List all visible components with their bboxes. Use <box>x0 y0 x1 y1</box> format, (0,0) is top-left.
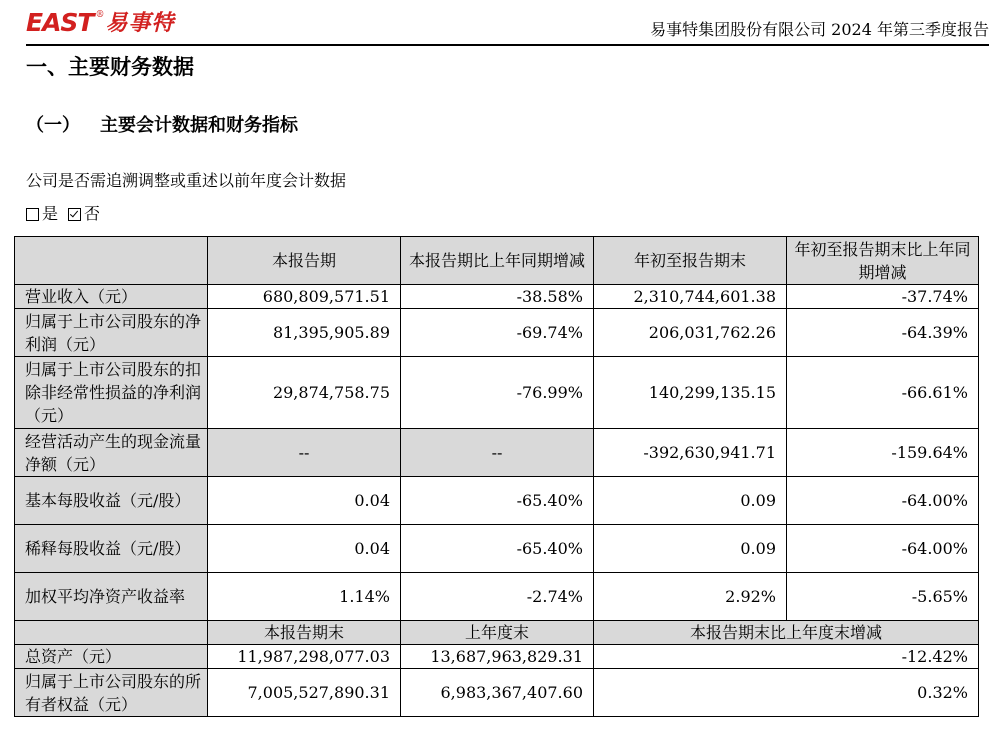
column-header: 本报告期末比上年度末增减 <box>594 621 979 645</box>
table-cell: 206,031,762.26 <box>594 309 787 357</box>
table-cell: -64.00% <box>787 477 979 525</box>
table-row <box>15 573 979 621</box>
table-cell: -64.39% <box>787 309 979 357</box>
table-cell: 2.92% <box>594 573 787 621</box>
row-label: 总资产（元） <box>15 645 208 669</box>
table-row <box>15 477 979 525</box>
table-cell: -- <box>208 429 401 477</box>
table-cell: 0.04 <box>208 477 401 525</box>
table-cell: -69.74% <box>401 309 594 357</box>
header-blank-cell <box>15 237 208 285</box>
table-cell: 2,310,744,601.38 <box>594 285 787 309</box>
table-cell: 0.32% <box>594 669 979 717</box>
table-cell: -5.65% <box>787 573 979 621</box>
row-label: 经营活动产生的现金流量净额（元） <box>15 429 208 477</box>
table-cell: 6,983,367,407.60 <box>401 669 594 717</box>
header-blank-cell <box>15 621 208 645</box>
table-cell: 7,005,527,890.31 <box>208 669 401 717</box>
table-cell: 0.09 <box>594 525 787 573</box>
table-cell: -66.61% <box>787 357 979 429</box>
option-yes[interactable] <box>26 203 58 225</box>
option-yes-label: 是 <box>42 204 59 223</box>
report-title: 易事特集团股份有限公司 2024 年第三季度报告 <box>650 20 989 39</box>
table-subheader-row <box>15 621 979 645</box>
table-cell: 1.14% <box>208 573 401 621</box>
page-header <box>26 6 989 46</box>
table-cell: -65.40% <box>401 477 594 525</box>
table-cell: 11,987,298,077.03 <box>208 645 401 669</box>
table-row <box>15 525 979 573</box>
logo-chinese-name: 易事特 <box>105 10 175 36</box>
table-cell: -2.74% <box>401 573 594 621</box>
table-cell: -38.58% <box>401 285 594 309</box>
row-label: 归属于上市公司股东的扣除非经常性损益的净利润（元） <box>15 357 208 429</box>
row-label: 营业收入（元） <box>15 285 208 309</box>
subsection-number: （一） <box>26 115 80 136</box>
table-cell: -65.40% <box>401 525 594 573</box>
table-row <box>15 357 979 429</box>
table-cell: 0.04 <box>208 525 401 573</box>
subsection-text: 主要会计数据和财务指标 <box>100 115 298 136</box>
option-no[interactable] <box>68 203 100 225</box>
table-cell: -- <box>401 429 594 477</box>
row-label: 归属于上市公司股东的净利润（元） <box>15 309 208 357</box>
row-label: 加权平均净资产收益率 <box>15 573 208 621</box>
table-cell: 29,874,758.75 <box>208 357 401 429</box>
company-logo <box>26 10 175 40</box>
row-label: 稀释每股收益（元/股） <box>15 525 208 573</box>
table-cell: 13,687,963,829.31 <box>401 645 594 669</box>
table-cell: 81,395,905.89 <box>208 309 401 357</box>
registered-mark: ® <box>95 10 105 20</box>
table-row <box>15 645 979 669</box>
column-header: 年初至报告期末 <box>594 237 787 285</box>
table-cell: -12.42% <box>594 645 979 669</box>
row-label: 归属于上市公司股东的所有者权益（元） <box>15 669 208 717</box>
table-cell: -64.00% <box>787 525 979 573</box>
checkbox-checked-icon[interactable] <box>68 208 81 221</box>
table-cell: 140,299,135.15 <box>594 357 787 429</box>
financial-data-table <box>14 236 979 717</box>
table-cell: -392,630,941.71 <box>594 429 787 477</box>
table-cell: -76.99% <box>401 357 594 429</box>
row-label: 基本每股收益（元/股） <box>15 477 208 525</box>
table-header-row <box>15 237 979 285</box>
option-no-label: 否 <box>84 204 101 223</box>
table-row <box>15 669 979 717</box>
restatement-options <box>26 203 110 225</box>
table-cell: 0.09 <box>594 477 787 525</box>
column-header: 本报告期 <box>208 237 401 285</box>
table-cell: -37.74% <box>787 285 979 309</box>
column-header: 年初至报告期末比上年同期增减 <box>787 237 979 285</box>
table-row <box>15 429 979 477</box>
column-header: 本报告期比上年同期增减 <box>401 237 594 285</box>
logo-text: EAST <box>26 8 94 37</box>
restatement-question: 公司是否需追溯调整或重述以前年度会计数据 <box>26 171 347 190</box>
checkbox-unchecked-icon[interactable] <box>26 208 39 221</box>
table-cell: -159.64% <box>787 429 979 477</box>
table-row <box>15 309 979 357</box>
section-title: 一、主要财务数据 <box>26 54 194 79</box>
table-cell: 680,809,571.51 <box>208 285 401 309</box>
column-header: 上年度末 <box>401 621 594 645</box>
subsection-title <box>26 114 298 138</box>
column-header: 本报告期末 <box>208 621 401 645</box>
table-row <box>15 285 979 309</box>
